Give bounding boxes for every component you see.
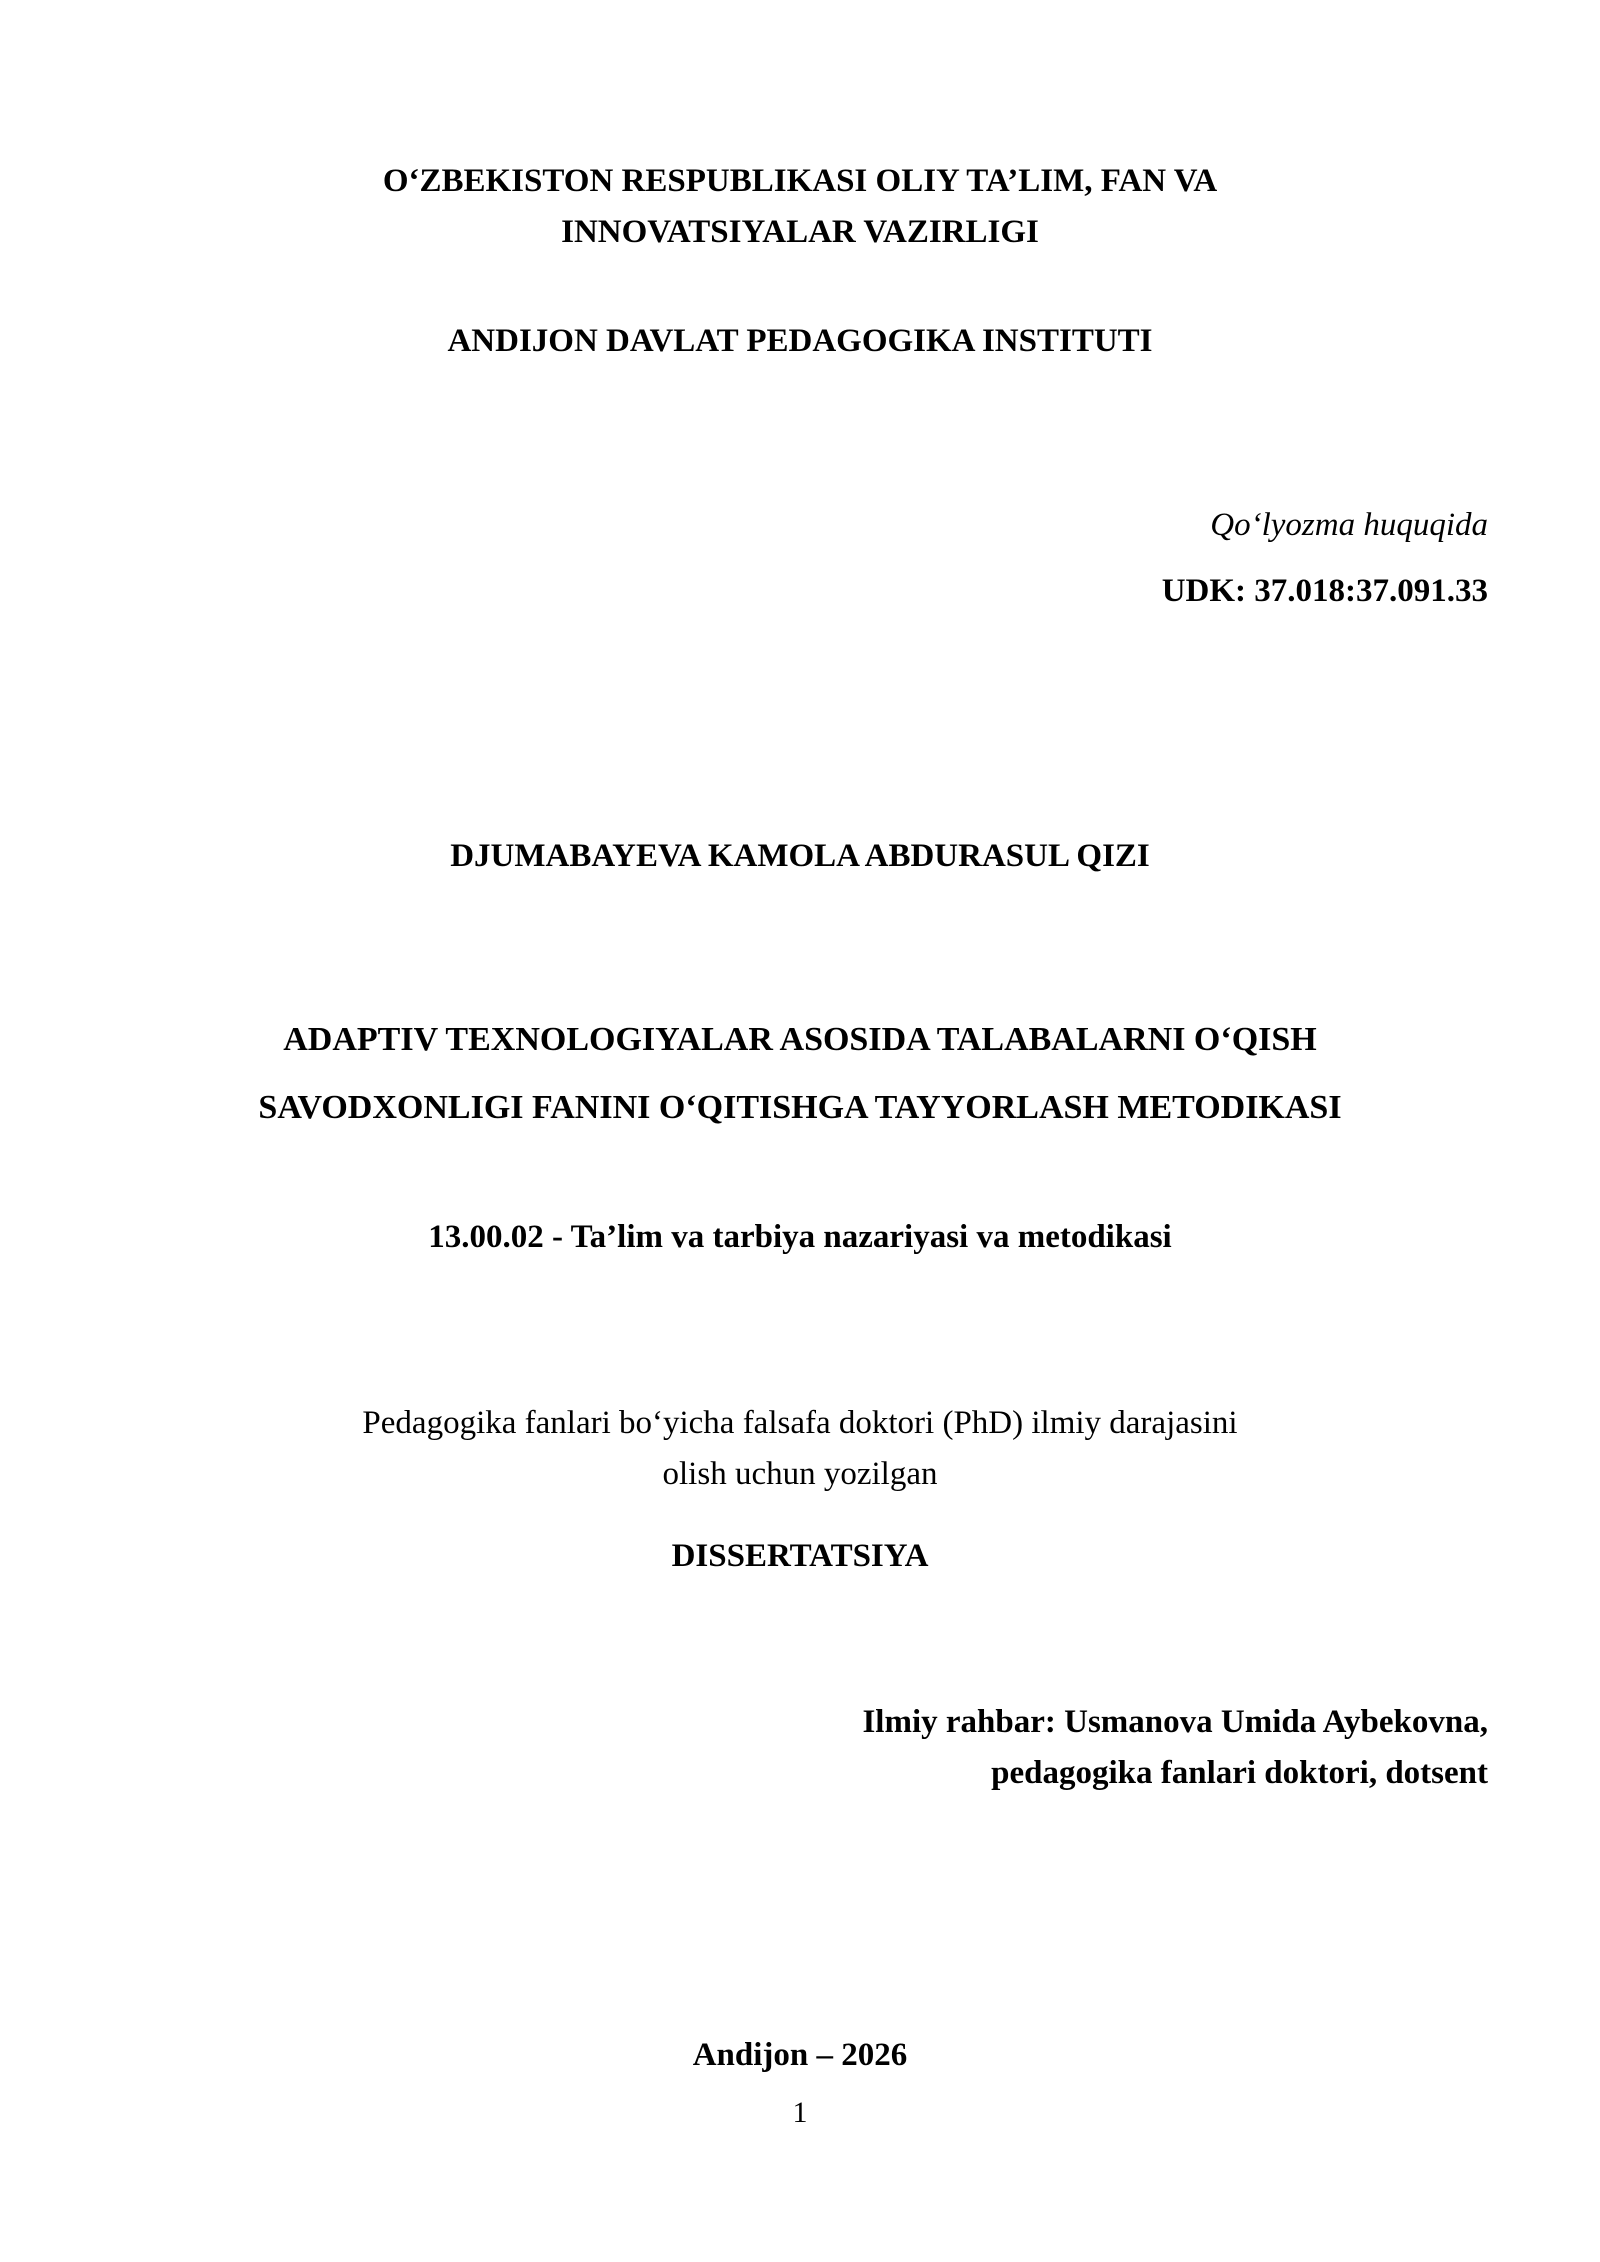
ministry-line-1: O‘ZBEKISTON RESPUBLIKASI OLIY TA’LIM, FAN VA bbox=[382, 163, 1218, 199]
supervisor-line-2: pedagogika fanlari doktori, dotsent bbox=[991, 1755, 1488, 1791]
degree-purpose-line-1: Pedagogika fanlari bo‘yicha falsafa doktori (PhD) ilmiy darajasini bbox=[362, 1405, 1238, 1441]
thesis-title-line-1: ADAPTIV TEXNOLOGIYALAR ASOSIDA TALABALARNI O‘QISH bbox=[283, 1021, 1317, 1058]
udk-code: UDK: 37.018:37.091.33 bbox=[1161, 573, 1488, 609]
thesis-title-line-2: SAVODXONLIGI FANINI O‘QITISHGA TAYYORLASH METODIKASI bbox=[258, 1089, 1342, 1126]
author-name: DJUMABAYEVA KAMOLA ABDURASUL QIZI bbox=[450, 838, 1150, 874]
manuscript-note: Qo‘lyozma huquqida bbox=[1210, 507, 1488, 543]
place-year: Andijon – 2026 bbox=[692, 2037, 908, 2073]
document-type: DISSERTATSIYA bbox=[671, 1538, 929, 1574]
supervisor-line-1: Ilmiy rahbar: Usmanova Umida Aybekovna, bbox=[862, 1704, 1488, 1740]
page-number: 1 bbox=[792, 2096, 808, 2129]
ministry-line-2: INNOVATSIYALAR VAZIRLIGI bbox=[561, 214, 1039, 250]
specialty: 13.00.02 - Ta’lim va tarbiya nazariyasi va metodikasi bbox=[428, 1219, 1172, 1255]
degree-purpose-line-2: olish uchun yozilgan bbox=[662, 1456, 938, 1492]
institute-name: ANDIJON DAVLAT PEDAGOGIKA INSTITUTI bbox=[447, 323, 1153, 359]
